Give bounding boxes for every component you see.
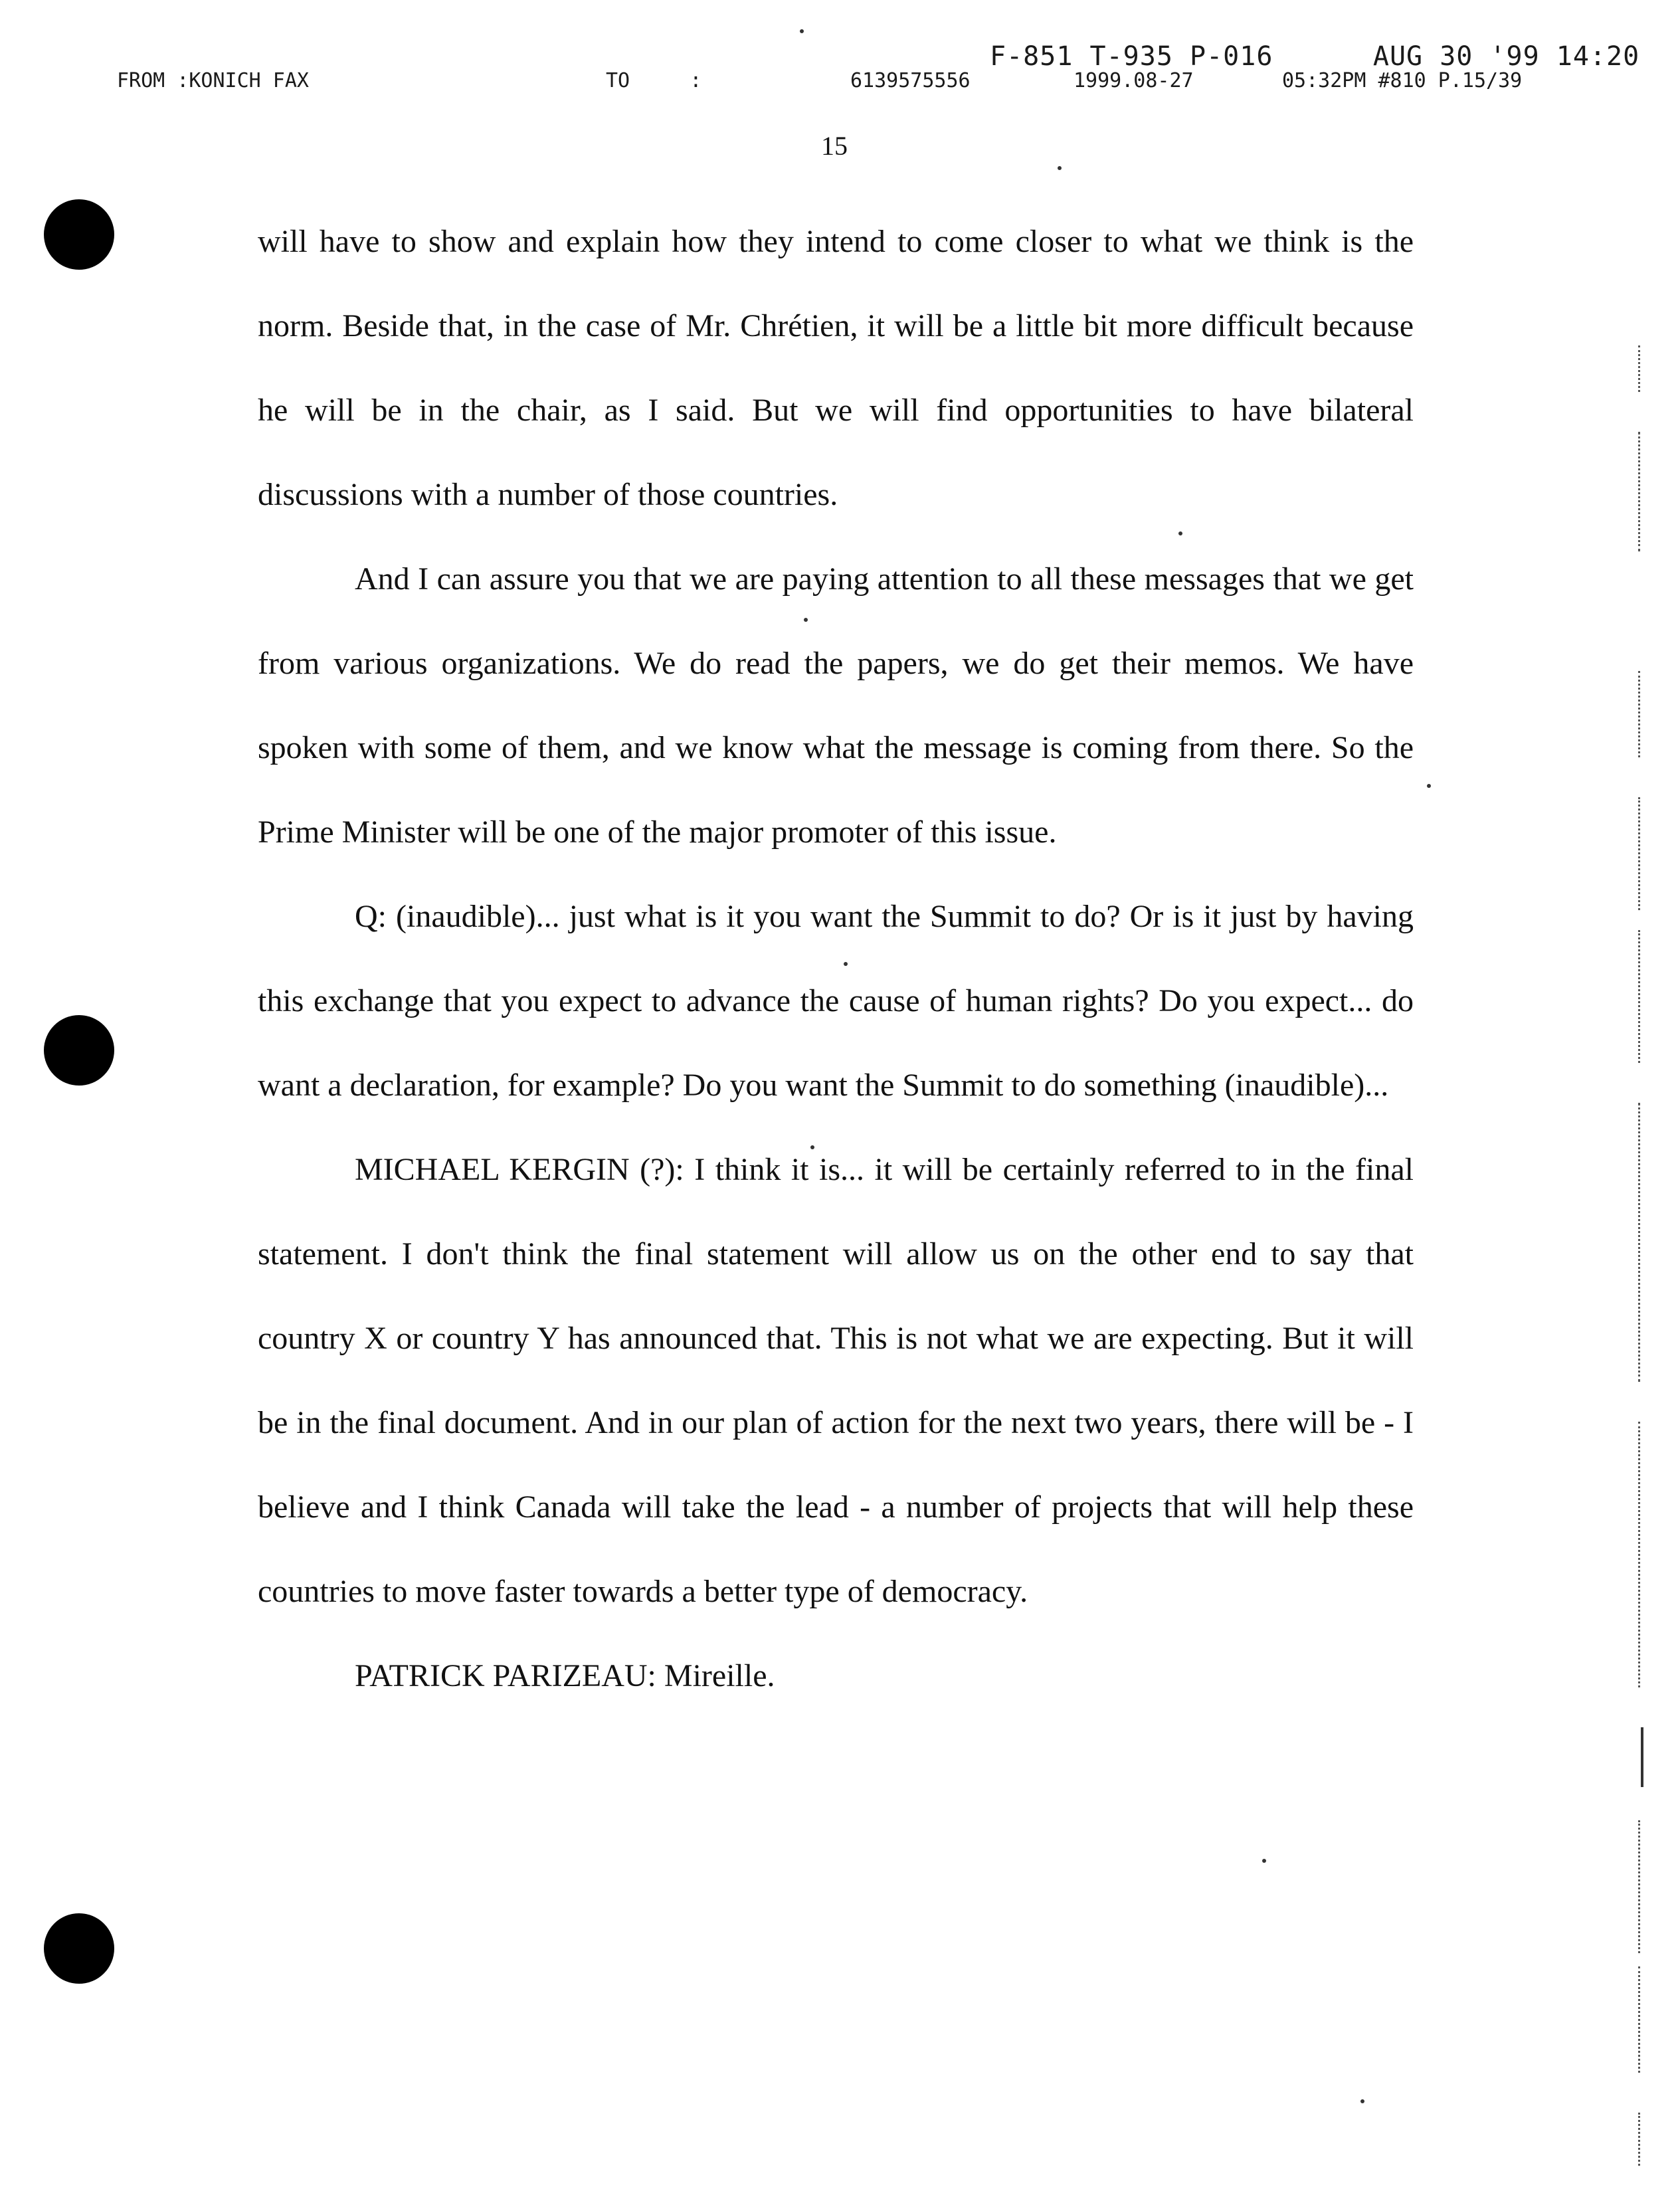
paragraph-4: MICHAEL KERGIN (?): I think it is... it will be certainly referred to in the final statement. I don't think the final statement will allow us on the other end to say that country X or country Y has announced that. This is not what we are expecting. But it will be in the final document. And in our plan of action for the next two years, there will be - I believe and I think Canada will take the lead - a number of projects that will help these countries to move faster towards a better type of democracy. bbox=[258, 1152, 1414, 1609]
punch-hole-top bbox=[44, 199, 114, 270]
scan-artifact-mark bbox=[1638, 930, 1640, 1063]
paragraph-5: PATRICK PARIZEAU: Mireille. bbox=[355, 1658, 775, 1693]
scan-speck bbox=[1058, 166, 1062, 170]
scan-speck bbox=[800, 29, 804, 33]
scan-speck bbox=[810, 1145, 814, 1149]
paragraph-1: will have to show and explain how they intend to come closer to what we think is the norm. Beside that, in the case of Mr. Chrétien, it will be a little bit more difficult because he will be in the chair, as I said. But we will find opportunities to have bilateral discussions with a number of those countries. bbox=[258, 224, 1414, 512]
fax-time-page: 05:32PM #810 P.15/39 bbox=[1282, 69, 1523, 92]
fax-phone-number: 6139575556 bbox=[850, 69, 971, 92]
scan-artifact-mark bbox=[1638, 2113, 1640, 2166]
page-number: 15 bbox=[821, 131, 848, 161]
scan-artifact-mark bbox=[1638, 1422, 1640, 1687]
document-body bbox=[258, 199, 1414, 1718]
scan-artifact-mark bbox=[1638, 432, 1640, 551]
scan-artifact-mark bbox=[1638, 797, 1640, 910]
scan-speck bbox=[1262, 1859, 1266, 1863]
punch-hole-middle bbox=[44, 1015, 114, 1086]
scan-artifact-mark bbox=[1638, 1820, 1640, 1953]
fax-date: 1999.08-27 bbox=[1073, 69, 1194, 92]
scan-artifact-mark bbox=[1638, 1966, 1640, 2073]
fax-from-label: FROM :KONICH FAX bbox=[117, 69, 309, 92]
fax-to-label: TO : bbox=[606, 69, 702, 92]
scan-artifact-mark bbox=[1641, 1727, 1643, 1787]
scan-speck bbox=[1178, 531, 1182, 535]
fax-header-top-line: F-851 T-935 P-016 AUG 30 '99 14:20 bbox=[990, 41, 1640, 72]
paragraph-2: And I can assure you that we are paying attention to all these messages that we get from various organizations. We do read the papers, we do get their memos. We have spoken with some of them, and we know what the message is coming from there. So the Prime Minister will be one of the major promoter of this issue. bbox=[258, 561, 1414, 850]
scan-artifact-mark bbox=[1638, 345, 1640, 392]
scan-speck bbox=[1427, 784, 1431, 788]
scan-speck bbox=[804, 618, 808, 622]
scan-speck bbox=[1360, 2099, 1364, 2103]
punch-hole-bottom bbox=[44, 1913, 114, 1984]
paragraph-3: Q: (inaudible)... just what is it you want the Summit to do? Or is it just by having this exchange that you expect to advance the cause of human rights? Do you expect... do want a declaration, for example? Do you want the Summit to do something (inaudible)... bbox=[258, 899, 1414, 1103]
scan-artifact-mark bbox=[1638, 671, 1640, 757]
scan-artifact-mark bbox=[1638, 1103, 1640, 1382]
scan-speck bbox=[844, 962, 848, 966]
